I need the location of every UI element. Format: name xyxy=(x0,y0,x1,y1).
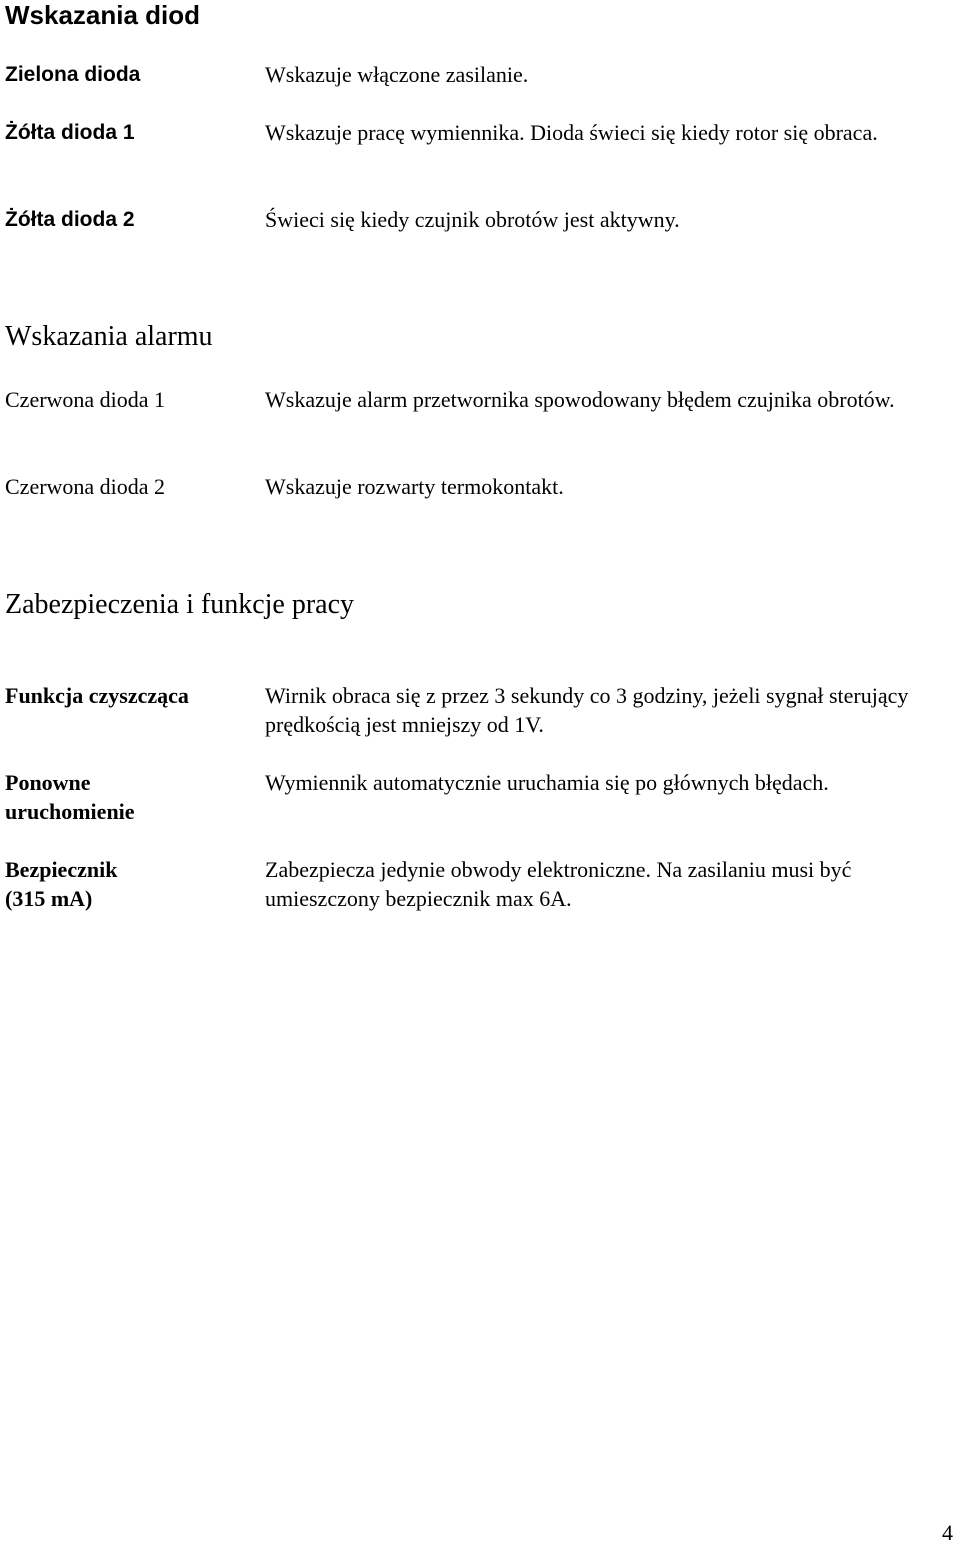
protection-desc-restart: Wymiennik automatycznie uruchamia się po głównych błędach. xyxy=(265,770,829,795)
led-desc-yellow-1: Wskazuje pracę wymiennika. Dioda świeci się kiedy rotor się obraca. xyxy=(265,120,878,145)
protection-desc-cleaning: Wirnik obraca się z przez 3 sekundy co 3 godziny, jeżeli sygnał sterujący prędkością jest mniejszy od 1V. xyxy=(265,683,909,737)
led-term-green: Zielona dioda xyxy=(5,63,141,86)
alarm-term-red-2: Czerwona dioda 2 xyxy=(5,474,166,499)
alarm-desc-red-2: Wskazuje rozwarty termokontakt. xyxy=(265,474,564,499)
protection-term-fuse: Bezpiecznik (315 mA) xyxy=(5,857,118,911)
led-term-yellow-2: Żółta dioda 2 xyxy=(5,208,135,231)
protection-term-cleaning: Funkcja czyszcząca xyxy=(5,683,189,708)
led-term-yellow-1: Żółta dioda 1 xyxy=(5,121,135,144)
led-desc-yellow-2: Świeci się kiedy czujnik obrotów jest aktywny. xyxy=(265,207,680,232)
section-title-protection: Zabezpieczenia i funkcje pracy xyxy=(5,589,355,620)
section-title-alarm: Wskazania alarmu xyxy=(5,321,213,352)
alarm-term-red-1: Czerwona dioda 1 xyxy=(5,387,166,412)
page-number: 4 xyxy=(942,1520,953,1545)
led-desc-green: Wskazuje włączone zasilanie. xyxy=(265,62,529,87)
protection-desc-fuse: Zabezpiecza jedynie obwody elektroniczne. Na zasilaniu musi być umieszczony bezpiecznik max 6A. xyxy=(265,857,852,911)
protection-term-restart: Ponowne uruchomienie xyxy=(5,770,135,824)
alarm-desc-red-1: Wskazuje alarm przetwornika spowodowany błędem czujnika obrotów. xyxy=(265,387,895,412)
section-title-led: Wskazania diod xyxy=(5,0,201,30)
